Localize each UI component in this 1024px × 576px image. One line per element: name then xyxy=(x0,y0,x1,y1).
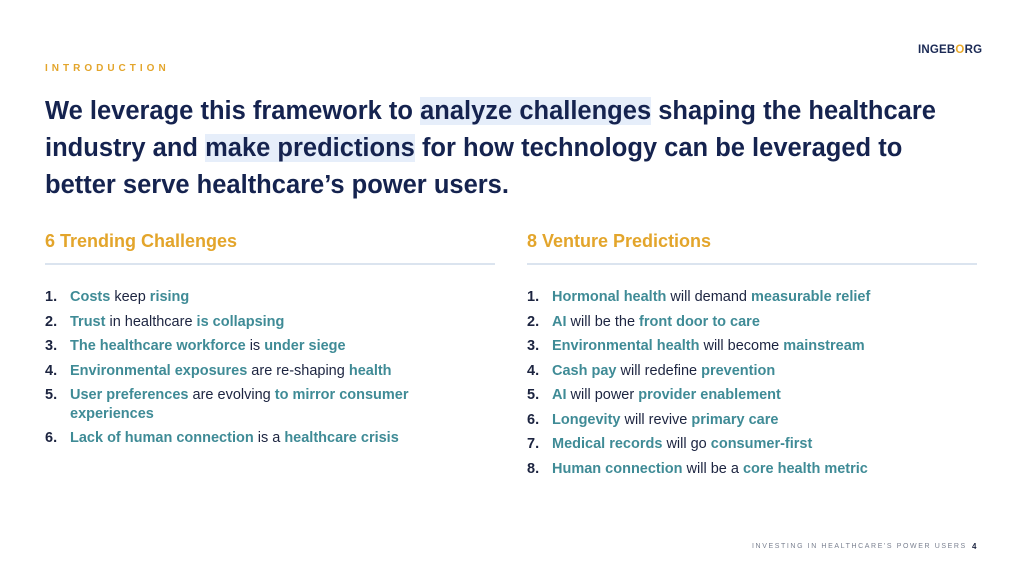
challenge-item-emphasis: Lack of human connection xyxy=(70,430,254,446)
brand-logo-part1: INGEB xyxy=(918,44,956,56)
challenge-item-text xyxy=(70,386,495,423)
prediction-item-text xyxy=(552,337,977,356)
prediction-item-number: 8. xyxy=(527,460,540,477)
prediction-item-emphasis: primary care xyxy=(691,411,779,428)
prediction-item-emphasis: AI xyxy=(552,387,567,403)
section-eyebrow: INTRODUCTION xyxy=(45,63,170,74)
challenge-item-number: 6. xyxy=(45,430,58,446)
prediction-item-emphasis: Medical records xyxy=(552,436,663,452)
prediction-item-plain: will demand xyxy=(666,289,752,305)
headline-highlight-1: analyze challenges xyxy=(420,97,652,125)
challenge-item-plain: in healthcare xyxy=(105,313,197,330)
prediction-item-emphasis: Human connection xyxy=(552,460,683,477)
brand-logo xyxy=(918,44,982,56)
prediction-item-emphasis: provider enablement xyxy=(638,387,781,403)
prediction-item-number: 6. xyxy=(527,411,540,428)
challenge-item-emphasis: Trust xyxy=(70,313,106,330)
prediction-item xyxy=(527,386,977,405)
prediction-item-plain: will revive xyxy=(620,411,692,428)
headline-highlight-2: make predictions xyxy=(205,134,415,162)
prediction-item-plain: will become xyxy=(699,338,784,354)
prediction-item-number: 5. xyxy=(527,387,540,403)
footer-text: INVESTING IN HEALTHCARE'S POWER USERS xyxy=(752,543,967,550)
challenge-item xyxy=(45,429,495,448)
prediction-item-emphasis: measurable relief xyxy=(751,289,871,305)
prediction-item xyxy=(527,411,977,430)
prediction-item-text xyxy=(552,435,977,454)
challenge-item-text xyxy=(70,337,495,356)
prediction-item-number: 4. xyxy=(527,362,540,379)
prediction-item-emphasis: mainstream xyxy=(783,338,865,354)
prediction-item xyxy=(527,288,977,307)
challenge-item-emphasis: The healthcare workforce xyxy=(70,338,246,354)
challenge-item-emphasis: is collapsing xyxy=(196,313,285,330)
challenge-item-plain: are re-shaping xyxy=(247,362,349,379)
headline-text-3: for how technology can be leveraged to better serve healthcare’s power users. xyxy=(45,134,903,199)
challenge-item-emphasis: Costs xyxy=(70,289,111,305)
prediction-item-emphasis: Longevity xyxy=(552,411,621,428)
challenge-item-emphasis: health xyxy=(348,362,392,379)
predictions-title: 8 Venture Predictions xyxy=(527,231,712,251)
prediction-item-number: 7. xyxy=(527,436,540,452)
challenges-divider xyxy=(45,263,495,265)
challenge-item-emphasis: Environmental exposures xyxy=(70,362,248,379)
prediction-item-emphasis: AI xyxy=(552,313,567,330)
prediction-item-emphasis: front door to care xyxy=(639,313,760,330)
challenge-item-plain: are evolving xyxy=(188,387,275,403)
challenge-item-number: 3. xyxy=(45,338,58,354)
challenge-item-emphasis: User preferences xyxy=(70,387,189,403)
headline xyxy=(45,93,965,204)
prediction-item-emphasis: Hormonal health xyxy=(552,289,667,305)
prediction-item-emphasis: Cash pay xyxy=(552,362,617,379)
challenge-item-emphasis: rising xyxy=(149,289,190,305)
brand-logo-o: O xyxy=(955,44,965,56)
prediction-item xyxy=(527,460,977,479)
prediction-item-number: 3. xyxy=(527,338,540,354)
prediction-item xyxy=(527,337,977,356)
prediction-item-emphasis: prevention xyxy=(701,362,776,379)
challenge-item-text xyxy=(70,313,495,332)
brand-logo-part2: RG xyxy=(964,44,983,56)
challenge-item xyxy=(45,313,495,332)
predictions-column xyxy=(527,226,977,484)
challenge-item xyxy=(45,386,495,423)
challenge-item xyxy=(45,362,495,381)
prediction-item-text xyxy=(552,386,977,405)
prediction-item-emphasis: consumer-first xyxy=(710,436,813,452)
prediction-item-plain: will be a xyxy=(682,460,743,477)
challenge-item-emphasis: healthcare crisis xyxy=(284,430,399,446)
headline-text-2: shaping the healthcare industry and xyxy=(45,97,936,162)
challenge-item-text xyxy=(70,362,495,381)
prediction-item-plain: will power xyxy=(566,387,639,403)
prediction-item-number: 2. xyxy=(527,313,540,330)
challenges-title: 6 Trending Challenges xyxy=(45,231,238,251)
prediction-item xyxy=(527,313,977,332)
challenge-item-plain: is a xyxy=(253,430,285,446)
prediction-item-text xyxy=(552,313,977,332)
challenge-item-emphasis: under siege xyxy=(264,338,346,354)
challenge-item xyxy=(45,288,495,307)
predictions-divider xyxy=(527,263,977,265)
challenge-item-text xyxy=(70,429,495,448)
prediction-item-text xyxy=(552,411,977,430)
prediction-item-plain: will go xyxy=(662,436,711,452)
prediction-item-plain: will be the xyxy=(566,313,640,330)
challenge-item-plain: is xyxy=(245,338,265,354)
prediction-item-text xyxy=(552,362,977,381)
challenge-item-number: 1. xyxy=(45,289,58,305)
challenge-item-number: 5. xyxy=(45,387,58,403)
page-number: 4 xyxy=(972,542,977,551)
predictions-list xyxy=(527,288,977,478)
challenge-item-text xyxy=(70,288,495,307)
challenge-item-number: 2. xyxy=(45,313,58,330)
prediction-item-plain: will redefine xyxy=(616,362,702,379)
challenges-column xyxy=(45,226,495,454)
challenge-item-number: 4. xyxy=(45,362,58,379)
prediction-item-number: 1. xyxy=(527,289,540,305)
prediction-item-text xyxy=(552,288,977,307)
prediction-item xyxy=(527,362,977,381)
challenge-item xyxy=(45,337,495,356)
prediction-item-emphasis: core health metric xyxy=(742,460,868,477)
headline-text-1: We leverage this framework to xyxy=(45,97,421,125)
prediction-item xyxy=(527,435,977,454)
challenges-list xyxy=(45,288,495,448)
prediction-item-text xyxy=(552,460,977,479)
challenge-item-plain: keep xyxy=(110,289,150,305)
challenge-item-emphasis: to mirror consumer experiences xyxy=(70,387,409,422)
prediction-item-emphasis: Environmental health xyxy=(552,338,700,354)
